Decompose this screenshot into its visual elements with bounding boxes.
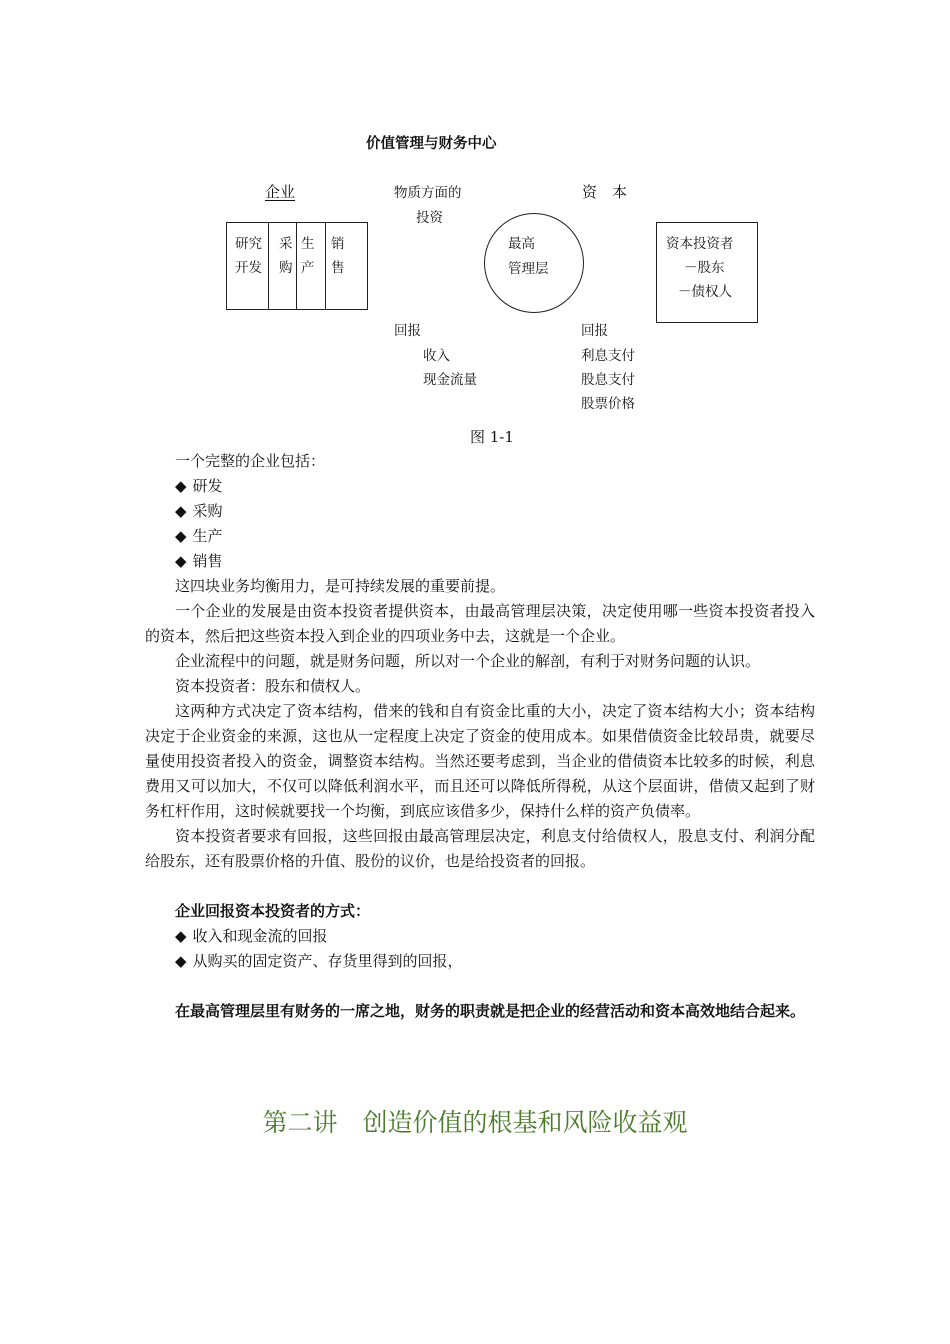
enterprise-label: 企业 (265, 183, 296, 201)
investors-title: 资本投资者 (666, 236, 734, 252)
function-purchase-line1: 采 (279, 236, 293, 252)
return-left-income: 收入 (423, 348, 450, 364)
paragraph: 资本投资者要求有回报，这些回报由最高管理层决定，利息支付给债权人，股息支付、利润分配给股东，还有股票价格的升值、股份的议价，也是给投资者的回报。 (145, 827, 815, 870)
bullet-diamond-icon: ◆ (175, 552, 187, 570)
paragraph: 资本投资者：股东和债权人。 (175, 677, 371, 695)
return-left-cashflow: 现金流量 (423, 372, 477, 388)
list-item: ◆ 收入和现金流的回报 (175, 927, 328, 945)
conclusion-text: 在最高管理层里有财务的一席之地，财务的职责就是把企业的经营活动和资本高效地结合起来。 (175, 1002, 806, 1020)
bullet-diamond-icon: ◆ (175, 527, 187, 545)
list-item: ◆ 采购 (175, 502, 223, 520)
paragraph: 这两种方式决定了资本结构，借来的钱和自有资金比重的大小，决定了资本结构大小；资本结构决定于企业资金的来源，这也从一定程度上决定了资金的使用成本。如果借债资金比较昂贵，就要尽量使用投资者投入的资金，调整资本结构。当然还要考虑到，当企业的借债资本比较多的时候，利息费用又可以加大，不仅可以降低利润水平，而且还可以降低所得税，从这个层面讲，借债又起到了财务杠杆作用，这时候就要找一个均衡，到底应该借多少，保持什么样的资产负债率。 (145, 702, 815, 820)
return-left-heading: 回报 (394, 323, 421, 339)
function-sales-line1: 销 (331, 236, 345, 252)
function-production-line2: 产 (301, 260, 315, 276)
return-right-interest: 利息支付 (581, 348, 635, 364)
function-purchase-line2: 购 (279, 260, 293, 276)
bullet-diamond-icon: ◆ (175, 927, 187, 945)
investors-shareholders: －股东 (684, 260, 725, 276)
list-item: ◆ 从购买的固定资产、存货里得到的回报， (175, 952, 463, 970)
diagram-title: 价值管理与财务中心 (366, 136, 497, 152)
lecture-title: 第二讲 创造价值的根基和风险收益观 (262, 1108, 688, 1137)
bullet-diamond-icon: ◆ (175, 952, 187, 970)
divider-3 (325, 222, 326, 310)
management-line2: 管理层 (508, 261, 549, 277)
return-right-heading: 回报 (581, 323, 608, 339)
investors-creditors: －债权人 (678, 284, 732, 300)
paragraph: 这四块业务均衡用力，是可持续发展的重要前提。 (175, 577, 506, 595)
divider-1 (268, 222, 269, 310)
paragraph: 企业流程中的问题，就是财务问题，所以对一个企业的解剖，有利于对财务问题的认识。 (175, 652, 761, 670)
return-right-stock-price: 股票价格 (581, 396, 635, 412)
function-sales-line2: 售 (331, 260, 345, 276)
capital-label: 资 本 (582, 183, 628, 201)
list-item: ◆ 研发 (175, 477, 223, 495)
return-right-dividend: 股息支付 (581, 372, 635, 388)
function-production-line1: 生 (301, 236, 315, 252)
list-item: ◆ 生产 (175, 527, 223, 545)
return-methods-heading: 企业回报资本投资者的方式： (175, 902, 371, 920)
material-investment-line2: 投资 (416, 210, 443, 226)
management-line1: 最高 (508, 236, 535, 252)
divider-2 (296, 222, 297, 310)
document-body (145, 449, 815, 1024)
bullet-diamond-icon: ◆ (175, 502, 187, 520)
paragraph: 一个企业的发展是由资本投资者提供资本，由最高管理层决策，决定使用哪一些资本投资者投入的资本，然后把这些资本投入到企业的四项业务中去，这就是一个企业。 (145, 602, 815, 645)
list-item: ◆ 销售 (175, 552, 223, 570)
function-research-line1: 研究 (235, 236, 262, 252)
intro-text: 一个完整的企业包括： (175, 452, 326, 470)
material-investment-line1: 物质方面的 (394, 185, 462, 201)
bullet-diamond-icon: ◆ (175, 477, 187, 495)
figure-caption: 图 1-1 (470, 428, 514, 446)
function-research-line2: 开发 (235, 260, 262, 276)
